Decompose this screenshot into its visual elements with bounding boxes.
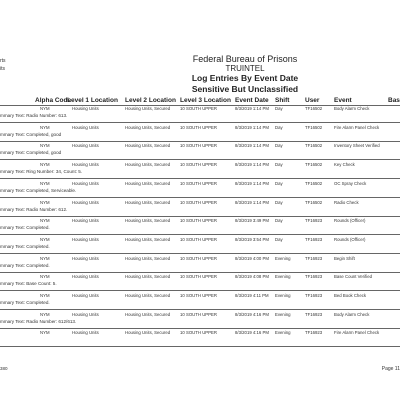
cell-shift: Day bbox=[275, 218, 283, 224]
cell-event: Bed Book Check bbox=[334, 293, 367, 298]
cell-user: TF16923 bbox=[305, 274, 323, 280]
cell-event-date: 8/3/2019 4:08 PM bbox=[235, 274, 269, 280]
cell-level3-location: 10 SOUTH UPPER bbox=[180, 293, 218, 298]
cell-shift: Day bbox=[275, 143, 283, 149]
cell-level2-location: Housing Units, Secured bbox=[125, 162, 171, 168]
cell-user: TF16923 bbox=[305, 293, 323, 298]
cell-event: Body Alarm Check bbox=[334, 106, 370, 111]
cell-level1-location: Housing Units bbox=[72, 293, 99, 298]
column-header-shift: Shift bbox=[275, 97, 290, 104]
cell-alpha-code: NYM bbox=[40, 162, 50, 168]
cell-shift: Evening bbox=[275, 274, 291, 280]
column-header-level3: Level 3 Location bbox=[180, 97, 231, 104]
cell-alpha-code: NYM bbox=[40, 124, 50, 130]
row-divider bbox=[0, 141, 400, 142]
cell-event-date: 8/3/2019 1:14 PM bbox=[235, 143, 269, 149]
cell-level2-location: Housing Units, Secured bbox=[125, 106, 171, 111]
cell-level1-location: Housing Units bbox=[72, 162, 99, 168]
cell-event: Inventory Sheet Verified bbox=[334, 143, 380, 149]
row-summary-text: mmary Text: Base Count: 5. bbox=[0, 281, 57, 287]
cell-alpha-code: NYM bbox=[40, 293, 50, 298]
row-divider bbox=[0, 253, 400, 254]
cell-event-date: 8/3/2019 1:14 PM bbox=[235, 106, 269, 111]
footer-left-text: 380 bbox=[0, 366, 8, 371]
cell-level1-location: Housing Units bbox=[72, 255, 99, 261]
row-divider bbox=[0, 216, 400, 217]
cell-level3-location: 10 SOUTH UPPER bbox=[180, 124, 218, 130]
cell-user: TF16502 bbox=[305, 180, 323, 186]
cell-event: Rounds (Officer) bbox=[334, 236, 366, 242]
cell-level1-location: Housing Units bbox=[72, 124, 99, 130]
row-divider bbox=[0, 272, 400, 273]
column-header-event: Event bbox=[334, 97, 352, 104]
cell-user: TF16502 bbox=[305, 162, 323, 168]
cell-level2-location: Housing Units, Secured bbox=[125, 274, 171, 280]
cell-alpha-code: NYM bbox=[40, 106, 50, 111]
cell-event: Fire Alarm Panel Check bbox=[334, 330, 380, 336]
cell-level2-location: Housing Units, Secured bbox=[125, 143, 171, 149]
row-divider bbox=[0, 290, 400, 291]
cell-user: TF16923 bbox=[305, 255, 323, 261]
row-divider bbox=[0, 309, 400, 310]
cell-event-date: 8/3/2019 4:11 PM bbox=[235, 293, 269, 298]
cell-level2-location: Housing Units, Secured bbox=[125, 124, 171, 130]
cell-level1-location: Housing Units bbox=[72, 180, 99, 186]
row-summary-text: mmary Text: Radio Number: 612/613. bbox=[0, 318, 77, 324]
cell-level3-location: 10 SOUTH UPPER bbox=[180, 106, 218, 111]
cell-event: Radio Check bbox=[334, 199, 359, 205]
cell-event: Rounds (Officer) bbox=[334, 218, 366, 224]
cell-level3-location: 10 SOUTH UPPER bbox=[180, 255, 218, 261]
row-summary-text: mmary Text: Ring Number: 34, Count: 5. bbox=[0, 169, 83, 175]
cell-event: Body Alarm Check bbox=[334, 311, 370, 317]
cell-event-date: 8/3/2019 3:54 PM bbox=[235, 236, 269, 242]
cell-level1-location: Housing Units bbox=[72, 330, 99, 336]
agency-title: Federal Bureau of Prisons bbox=[192, 54, 298, 64]
cell-level1-location: Housing Units bbox=[72, 218, 99, 224]
page-number: Page 11 bbox=[381, 366, 400, 372]
cell-level2-location: Housing Units, Secured bbox=[125, 255, 171, 261]
cell-level1-location: Housing Units bbox=[72, 236, 99, 242]
cell-user: TF16502 bbox=[305, 124, 323, 130]
row-summary-text: mmary Text: Radio Number: 613. bbox=[0, 113, 68, 118]
cell-shift: Evening bbox=[275, 293, 291, 298]
cell-level3-location: 10 SOUTH UPPER bbox=[180, 143, 218, 149]
row-summary-text: mmary Text: Completed. bbox=[0, 262, 50, 268]
cell-user: TF16502 bbox=[305, 106, 323, 111]
cell-shift: Day bbox=[275, 180, 283, 186]
system-name: TRUINTEL bbox=[225, 64, 265, 73]
cell-user: TF16923 bbox=[305, 330, 323, 336]
edge-text-top1: rts bbox=[0, 58, 6, 64]
cell-level2-location: Housing Units, Secured bbox=[125, 180, 171, 186]
cell-level3-location: 10 SOUTH UPPER bbox=[180, 274, 218, 280]
cell-level3-location: 10 SOUTH UPPER bbox=[180, 330, 218, 336]
row-summary-text: mmary Text: Completed, Serviceable. bbox=[0, 187, 77, 193]
column-header-event-date: Event Date bbox=[235, 97, 269, 104]
cell-alpha-code: NYM bbox=[40, 330, 50, 336]
cell-level1-location: Housing Units bbox=[72, 106, 99, 111]
edge-text-top2: its bbox=[0, 66, 5, 72]
cell-level3-location: 10 SOUTH UPPER bbox=[180, 162, 218, 168]
column-header-level1: Level 1 Location bbox=[67, 97, 118, 104]
cell-user: TF16502 bbox=[305, 199, 323, 205]
column-header-base: Bas bbox=[388, 97, 400, 104]
cell-event-date: 8/3/2019 1:14 PM bbox=[235, 162, 269, 168]
cell-shift: Day bbox=[275, 199, 283, 205]
cell-level3-location: 10 SOUTH UPPER bbox=[180, 199, 218, 205]
cell-user: TF16923 bbox=[305, 236, 323, 242]
cell-shift: Evening bbox=[275, 311, 291, 317]
cell-alpha-code: NYM bbox=[40, 311, 50, 317]
cell-level2-location: Housing Units, Secured bbox=[125, 218, 171, 224]
cell-user: TF16502 bbox=[305, 143, 323, 149]
row-summary-text: mmary Text: Completed. bbox=[0, 225, 50, 231]
cell-alpha-code: NYM bbox=[40, 143, 50, 149]
cell-shift: Day bbox=[275, 124, 283, 130]
cell-alpha-code: NYM bbox=[40, 236, 50, 242]
cell-event: Base Count Verified bbox=[334, 274, 372, 280]
row-divider bbox=[0, 159, 400, 160]
report-title: Log Entries By Event Date bbox=[191, 73, 299, 83]
cell-level2-location: Housing Units, Secured bbox=[125, 199, 171, 205]
cell-event-date: 8/3/2019 4:00 PM bbox=[235, 255, 269, 261]
cell-event-date: 8/3/2019 1:14 PM bbox=[235, 180, 269, 186]
cell-event: Begin Shift bbox=[334, 255, 355, 261]
row-summary-text: mmary Text: Completed. bbox=[0, 300, 50, 305]
cell-level2-location: Housing Units, Secured bbox=[125, 236, 171, 242]
cell-level2-location: Housing Units, Secured bbox=[125, 293, 171, 298]
cell-shift: Day bbox=[275, 162, 283, 168]
column-header-level2: Level 2 Location bbox=[125, 97, 176, 104]
cell-event: OC Spray Check bbox=[334, 180, 367, 186]
row-divider bbox=[0, 346, 400, 347]
cell-level2-location: Housing Units, Secured bbox=[125, 311, 171, 317]
cell-level3-location: 10 SOUTH UPPER bbox=[180, 218, 218, 224]
cell-level2-location: Housing Units, Secured bbox=[125, 330, 171, 336]
cell-level1-location: Housing Units bbox=[72, 274, 99, 280]
cell-alpha-code: NYM bbox=[40, 180, 50, 186]
cell-event: Key Check bbox=[334, 162, 355, 168]
row-divider bbox=[0, 122, 400, 123]
row-summary-text: mmary Text: Completed, good bbox=[0, 131, 62, 137]
cell-event-date: 8/3/2019 4:16 PM bbox=[235, 311, 269, 317]
cell-level3-location: 10 SOUTH UPPER bbox=[180, 180, 218, 186]
row-divider bbox=[0, 197, 400, 198]
column-header-user: User bbox=[305, 97, 320, 104]
column-header-alpha-code: Alpha Code bbox=[35, 97, 72, 104]
classification-label: Sensitive But Unclassified bbox=[191, 84, 299, 94]
row-summary-text: mmary Text: Completed, good bbox=[0, 150, 62, 156]
cell-alpha-code: NYM bbox=[40, 199, 50, 205]
row-summary-text: mmary Text: Radio Number: 612. bbox=[0, 206, 68, 212]
cell-level3-location: 10 SOUTH UPPER bbox=[180, 236, 218, 242]
cell-alpha-code: NYM bbox=[40, 274, 50, 280]
cell-alpha-code: NYM bbox=[40, 218, 50, 224]
cell-event-date: 8/3/2019 3:49 PM bbox=[235, 218, 269, 224]
cell-shift: Evening bbox=[275, 330, 291, 336]
cell-user: TF16923 bbox=[305, 218, 323, 224]
cell-event-date: 8/3/2019 4:16 PM bbox=[235, 330, 269, 336]
cell-alpha-code: NYM bbox=[40, 255, 50, 261]
cell-event-date: 8/3/2019 1:14 PM bbox=[235, 124, 269, 130]
cell-event-date: 8/3/2019 1:14 PM bbox=[235, 199, 269, 205]
row-divider bbox=[0, 328, 400, 329]
cell-level3-location: 10 SOUTH UPPER bbox=[180, 311, 218, 317]
cell-level1-location: Housing Units bbox=[72, 199, 99, 205]
cell-level1-location: Housing Units bbox=[72, 143, 99, 149]
cell-level1-location: Housing Units bbox=[72, 311, 99, 317]
cell-event: Fire Alarm Panel Check bbox=[334, 124, 380, 130]
row-divider bbox=[0, 178, 400, 179]
cell-shift: Day bbox=[275, 236, 283, 242]
row-summary-text: mmary Text: Completed. bbox=[0, 243, 50, 249]
cell-shift: Day bbox=[275, 106, 283, 111]
row-divider bbox=[0, 234, 400, 235]
cell-shift: Evening bbox=[275, 255, 291, 261]
cell-user: TF16923 bbox=[305, 311, 323, 317]
